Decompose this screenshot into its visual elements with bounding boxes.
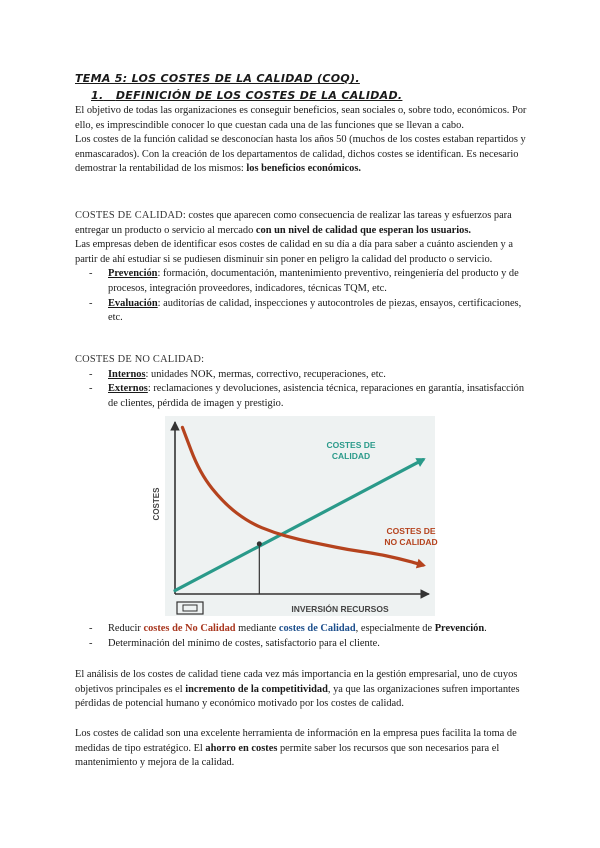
label-non-quality-line2: NO CALIDAD <box>384 537 438 547</box>
paragraph-objective: El objetivo de todas las organizaciones es conseguir beneficios, sean sociales o, sobre todo, económicos. Por ello, es imprescindible conocer lo que cuestan cada una de las funciones que se llevan a cabo. <box>75 105 527 131</box>
paragraph-analysis-text <box>75 668 527 712</box>
list-item-term: Evaluación <box>108 297 158 309</box>
section-number: 1. <box>91 89 104 102</box>
b1-text: Reducir <box>108 623 144 634</box>
p5-text: permite saber los recursos que son necesarios para el mantenimiento y mejora de la calidad. <box>75 742 500 769</box>
costs-chart-svg <box>152 416 438 616</box>
paragraph-tool-text <box>75 727 527 771</box>
b1-text: mediante <box>235 623 279 634</box>
intro-block <box>75 104 527 177</box>
quality-costs-list <box>75 267 527 325</box>
chart-background <box>165 416 438 616</box>
page-title: TEMA 5: LOS COSTES DE LA CALIDAD (COQ). <box>75 72 360 85</box>
p4-text: , ya que las organizaciones sufren importantes pérdidas de potencial humano y económico motivado por los costes de calidad. <box>75 683 520 710</box>
costs-chart <box>152 416 438 616</box>
list-item <box>75 368 527 383</box>
list-item-text: : unidades NOK, mermas, correctivo, recuperaciones, etc. <box>145 368 386 380</box>
y-axis-label: COSTES <box>152 487 161 521</box>
non-quality-costs-block <box>75 353 527 411</box>
paragraph-analysis <box>75 668 527 712</box>
list-item-text: : reclamaciones y devoluciones, asistencia técnica, reparaciones en garantía, insatisfacción de clientes, pérdida de imagen y prestigio. <box>108 383 525 409</box>
b1-text: . <box>484 623 487 634</box>
paragraph-tool <box>75 727 527 771</box>
p4-bold: incremento de la competitividad <box>185 683 328 695</box>
p5-text: Los costes de calidad son una excelente herramienta de información en la empresa pues facilita la toma de medidas de tipo estratégico. El <box>75 728 517 754</box>
paragraph-identify: Las empresas deben de identificar esos costes de calidad en su día a día para saber a cuánto ascienden y a partir de ahí estudiar si se pudiesen disminuir sin poner en peligro la calidad del producto o servicio. <box>75 239 513 265</box>
label-quality-line2: CALIDAD <box>331 451 371 461</box>
paragraph-history-text: Los costes de la función calidad se desconocían hasta los años 50 (muchos de los costes estaban repartidos y enmascarados). Con la creación de los departamentos de calidad, dichos costes se identifican. Es necesario demostrar la rentabilidad de los mismos: <box>75 134 526 175</box>
conclusions-list <box>75 622 527 651</box>
non-quality-costs-list <box>75 368 527 412</box>
label-non-quality-line1: COSTES DE <box>386 526 436 536</box>
list-item <box>75 622 527 637</box>
list-item <box>75 297 527 326</box>
non-quality-costs-label: COSTES DE NO CALIDAD: <box>75 354 205 365</box>
quality-costs-label: COSTES DE CALIDAD <box>75 210 183 221</box>
b1-text: , especialmente de <box>355 623 435 634</box>
list-item <box>75 382 527 411</box>
b1-prevention: Prevención <box>434 623 485 634</box>
list-item-term: Externos <box>108 383 148 395</box>
optimum-point <box>257 541 262 546</box>
list-item: - Determinación del mínimo de costes, satisfactorio para el cliente. <box>75 637 527 652</box>
section-title: DEFINICIÓN DE LOS COSTES DE LA CALIDAD. <box>115 89 403 102</box>
list-item-text: : formación, documentación, mantenimiento preventivo, reingeniería del producto y de procesos, integración proveedores, indicadores, técnicas TQM, etc. <box>108 268 519 294</box>
label-quality-line1: COSTES DE <box>326 440 376 450</box>
corner-box-inner-icon <box>183 605 197 611</box>
b1-non-quality: costes de No Calidad <box>143 623 236 634</box>
quality-costs-definition <box>75 209 527 238</box>
quality-costs-bold: con un nivel de calidad que esperan los usuarios. <box>255 224 471 236</box>
list-item <box>75 267 527 296</box>
quality-costs-block <box>75 209 527 326</box>
p5-bold: ahorro en costes <box>205 742 278 754</box>
quality-costs-text: : costes que aparecen como consecuencia de realizar las tareas y esfuerzos para entregar un producto o servicio al mercado <box>75 210 512 236</box>
b1-quality: costes de Calidad <box>278 623 356 634</box>
conclusions-block <box>75 622 527 651</box>
list-item-term: Internos <box>108 368 146 380</box>
list-item-term: Prevención <box>108 268 158 280</box>
paragraph-history-bold: los beneficios económicos. <box>246 163 361 175</box>
x-axis-label: INVERSIÓN RECURSOS <box>291 604 389 614</box>
p4-text: El análisis de los costes de calidad tiene cada vez más importancia en la gestión empresarial, uno de cuyos objetivos principales es el <box>75 669 518 695</box>
section-heading <box>91 89 402 102</box>
list-item-text: : auditorías de calidad, inspecciones y autocontroles de piezas, ensayos, certificaciones, etc. <box>108 297 522 324</box>
paragraph-history <box>75 133 527 177</box>
